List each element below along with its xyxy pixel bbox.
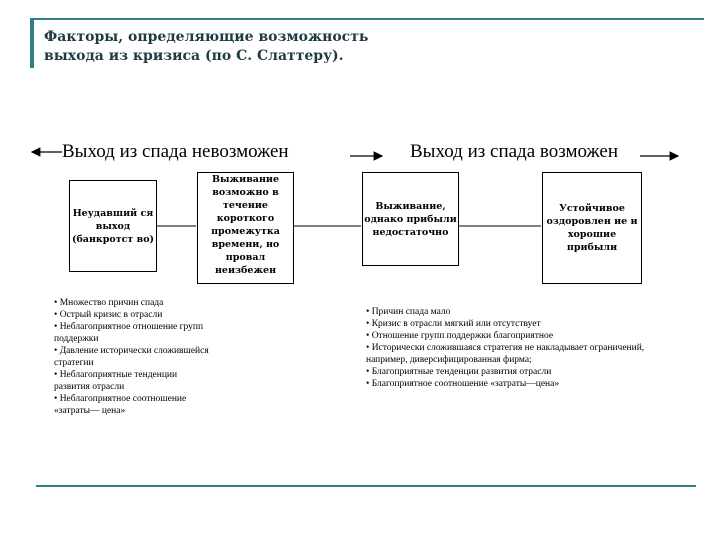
right-factor-item: • Благоприятное соотношение «затраты—цена» (366, 379, 560, 389)
box-failed-exit (69, 180, 157, 272)
right-factor-item: • Благоприятные тенденции развития отрасли (366, 367, 552, 377)
box-failed-exit-text: Неудавший ся выход (банкротст во) (71, 207, 155, 245)
left-factor-item: • Неблагоприятное соотношение «затраты— цена» (54, 394, 187, 416)
left-factor-item: • Острый кризис в отрасли (54, 310, 163, 320)
left-factor-item: • Множество причин спада (54, 298, 164, 308)
headline-possible: Выход из спада возможен (410, 141, 618, 162)
right-factor-item: • Отношение групп поддержки благоприятное (366, 331, 554, 341)
box-low-profit (362, 172, 459, 266)
left-factor-item: • Давление исторически сложившейся стратегии (54, 346, 209, 368)
box-short-survival (197, 172, 294, 284)
box-stable-recovery (542, 172, 642, 284)
box-low-profit-text: Выживание, однако прибыли недостаточно (364, 200, 457, 238)
title-line-2: выхода из кризиса (по С. Слаттеру). (44, 48, 344, 64)
right-factor-list (366, 306, 666, 390)
left-factor-item: • Неблагоприятные тенденции развития отрасли (54, 370, 178, 392)
right-factor-item: • Причин спада мало (366, 307, 451, 317)
right-factor-item: • Кризис в отрасли мягкий или отсутствует (366, 319, 541, 329)
left-factor-item: • Неблагоприятное отношение групп поддержки (54, 322, 204, 344)
box-short-survival-text: Выживание возможно в течение короткого промежутка времени, но провал неизбежен (211, 174, 280, 276)
title-line-1: Факторы, определяющие возможность (44, 29, 369, 45)
headline-impossible: Выход из спада невозможен (62, 141, 289, 162)
box-stable-recovery-text: Устойчивое оздоровлен ие и хорошие прибыли (546, 203, 638, 253)
left-factor-list (54, 297, 212, 417)
right-factor-item: • Исторически сложившаяся стратегия не накладывает ограничений, например, диверсифицированная фирма; (366, 343, 645, 365)
